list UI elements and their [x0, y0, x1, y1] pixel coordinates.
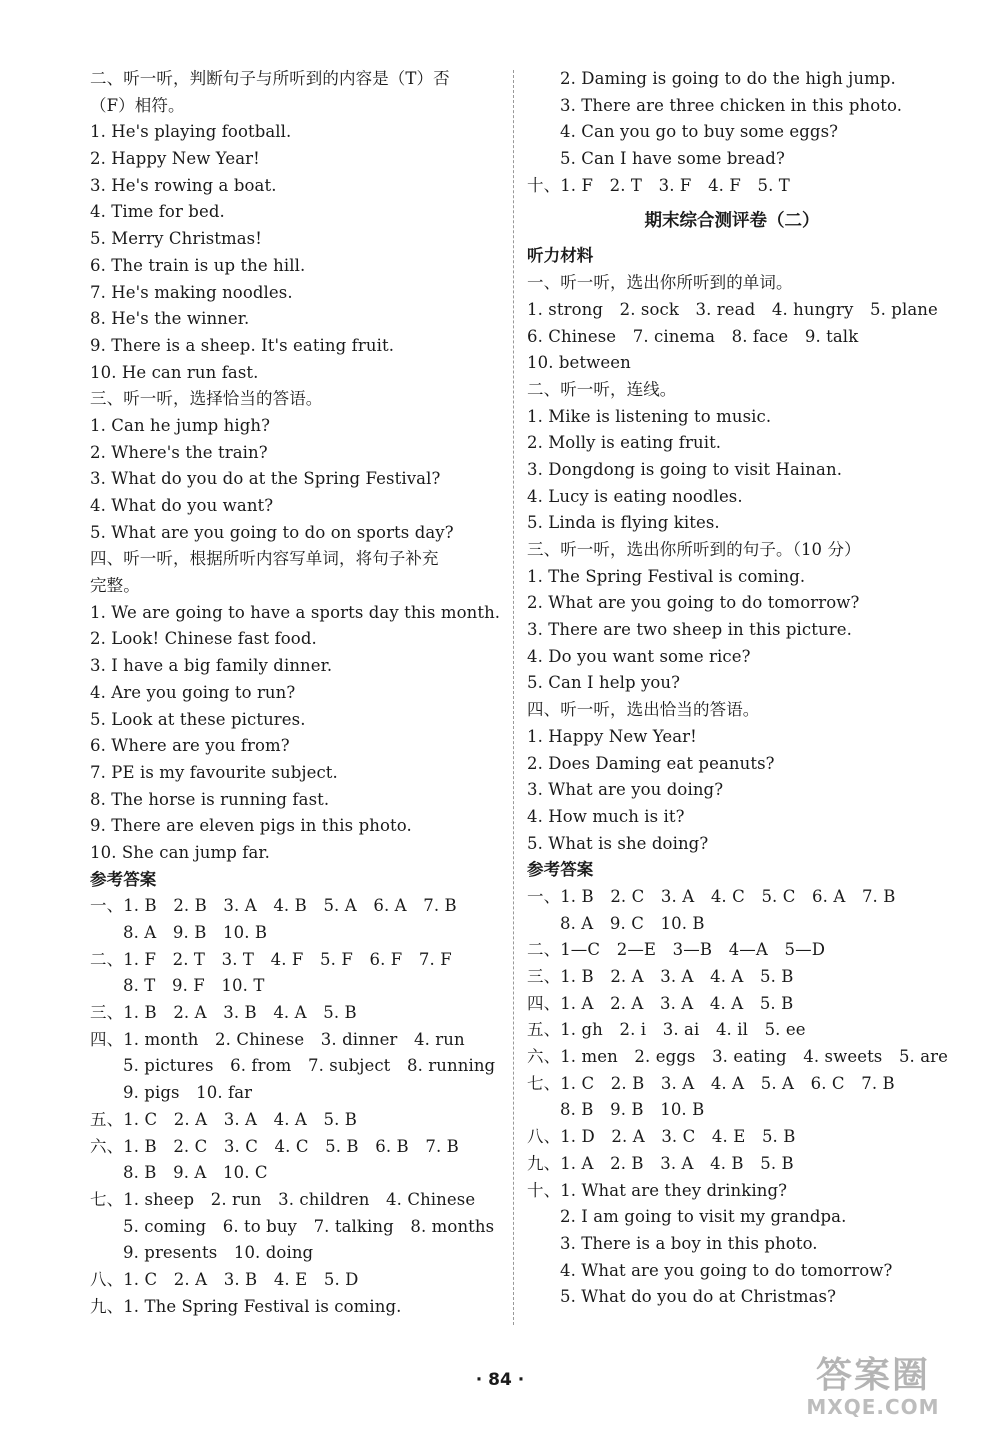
answer-line: 8. A 9. C 10. B: [560, 913, 705, 933]
answer-line: 十、1. What are they drinking?: [527, 1180, 788, 1200]
answer-line: 8. T 9. F 10. T: [123, 976, 265, 996]
answer-line: 十、1. F 2. T 3. F 4. F 5. T: [527, 175, 790, 195]
column-divider: [513, 70, 514, 1325]
test-title: 期末综合测评卷（二）: [644, 211, 820, 232]
listening-line: 8. He's the winner.: [90, 309, 250, 329]
listening-line: 3. He's rowing a boat.: [90, 175, 277, 195]
answer-line: 5. pictures 6. from 7. subject 8. running: [123, 1056, 496, 1076]
answer-line: 七、1. sheep 2. run 3. children 4. Chinese: [90, 1189, 476, 1209]
listening-line: 7. PE is my favourite subject.: [90, 762, 338, 782]
answer-line: 二、1—C 2—E 3—B 4—A 5—D: [527, 940, 826, 960]
answer-line: 四、1. A 2. A 3. A 4. A 5. B: [527, 993, 794, 1013]
section-heading: 二、听一听，判断句子与所听到的内容是（T）否: [90, 69, 450, 88]
watermark-logo: [758, 1351, 988, 1423]
listening-line: 2. What are you going to do tomorrow?: [527, 593, 860, 613]
listening-line: 4. Do you want some rice?: [527, 646, 751, 666]
page-number: · 84 ·: [475, 1370, 525, 1390]
answer-line: 六、1. men 2. eggs 3. eating 4. sweets 5. are: [527, 1047, 949, 1067]
listening-line: 4. How much is it?: [527, 806, 685, 826]
listening-line: 4. Are you going to run?: [90, 682, 296, 702]
listening-material-heading: 听力材料: [527, 246, 594, 266]
listening-line: 1. He's playing football.: [90, 122, 292, 142]
listening-line: 4. What do you want?: [90, 496, 274, 515]
listening-line: 4. Lucy is eating noodles.: [527, 486, 743, 506]
answer-line: 一、1. B 2. B 3. A 4. B 5. A 6. A 7. B: [90, 896, 457, 916]
answer-line: 8. B 9. B 10. B: [560, 1100, 705, 1120]
answer-line: 4. What are you going to do tomorrow?: [560, 1260, 893, 1280]
right-column: [527, 66, 949, 1311]
listening-line: 1. Happy New Year!: [527, 726, 697, 746]
listening-line: 10. She can jump far.: [90, 842, 270, 862]
listening-line: 3. I have a big family dinner.: [90, 656, 333, 676]
section-heading: 二、听一听，连线。: [527, 379, 677, 399]
answer-line: 2. Daming is going to do the high jump.: [560, 69, 896, 88]
left-column: [90, 66, 501, 1320]
listening-line: 1. Can he jump high?: [90, 415, 271, 435]
listening-line: 2. Happy New Year!: [90, 149, 260, 169]
answer-line: 8. B 9. A 10. C: [123, 1163, 268, 1183]
answer-line: 3. There are three chicken in this photo.: [560, 95, 903, 115]
answer-line: 9. pigs 10. far: [123, 1083, 253, 1103]
listening-line: 1. We are going to have a sports day this month.: [90, 602, 501, 622]
answer-line: 四、1. month 2. Chinese 3. dinner 4. run: [90, 1029, 465, 1049]
section-heading: 三、听一听，选择恰当的答语。: [90, 389, 323, 409]
answer-key-heading: 参考答案: [527, 860, 594, 880]
listening-line: 1. The Spring Festival is coming.: [527, 566, 806, 586]
answer-line: 七、1. C 2. B 3. A 4. A 5. A 6. C 7. B: [527, 1073, 895, 1093]
answer-line: 六、1. B 2. C 3. C 4. C 5. B 6. B 7. B: [90, 1136, 459, 1156]
listening-line: 3. What do you do at the Spring Festival?: [90, 469, 441, 489]
answer-line: 九、1. A 2. B 3. A 4. B 5. B: [527, 1153, 794, 1173]
answer-line: 三、1. B 2. A 3. A 4. A 5. B: [527, 967, 794, 986]
listening-line: 4. Time for bed.: [90, 202, 225, 222]
answer-line: 8. A 9. B 10. B: [123, 923, 268, 942]
answer-line: 三、1. B 2. A 3. B 4. A 5. B: [90, 1003, 357, 1023]
answer-line: 5. Can I have some bread?: [560, 149, 785, 169]
answer-key-heading: 参考答案: [90, 869, 157, 889]
answer-line: 5. coming 6. to buy 7. talking 8. months: [123, 1216, 495, 1236]
watermark-text: 答案圈: [815, 1355, 930, 1396]
listening-line: 5. Can I help you?: [527, 673, 681, 693]
answer-line: 3. There is a boy in this photo.: [560, 1233, 818, 1253]
section-heading: 一、听一听，选出你所听到的单词。: [527, 273, 793, 293]
answer-line: 八、1. D 2. A 3. C 4. E 5. B: [527, 1127, 796, 1147]
listening-line: 5. What are you going to do on sports day?: [90, 522, 454, 542]
answer-line: 五、1. C 2. A 3. A 4. A 5. B: [90, 1109, 358, 1129]
watermark-url: MXQE.COM: [806, 1395, 940, 1419]
listening-line: 9. There is a sheep. It's eating fruit.: [90, 335, 395, 355]
answer-line: 4. Can you go to buy some eggs?: [560, 122, 839, 142]
listening-line: 6. The train is up the hill.: [90, 255, 306, 275]
answer-line: 2. I am going to visit my grandpa.: [560, 1207, 847, 1227]
listening-line: 3. Dongdong is going to visit Hainan.: [527, 459, 843, 479]
answer-line: 5. What do you do at Christmas?: [560, 1287, 837, 1307]
answer-line: 九、1. The Spring Festival is coming.: [90, 1296, 402, 1316]
listening-line: 9. There are eleven pigs in this photo.: [90, 816, 412, 836]
answer-line: 八、1. C 2. A 3. B 4. E 5. D: [90, 1269, 359, 1289]
section-heading: 完整。: [90, 576, 140, 596]
listening-line: 7. He's making noodles.: [90, 282, 293, 302]
section-heading: 四、听一听，选出恰当的答语。: [527, 700, 760, 720]
answer-line: 五、1. gh 2. i 3. ai 4. il 5. ee: [527, 1020, 806, 1040]
listening-line: 1. Mike is listening to music.: [527, 406, 772, 426]
section-heading: （F）相符。: [90, 95, 185, 115]
listening-line: 10. between: [527, 353, 631, 373]
listening-line: 5. What is she doing?: [527, 833, 709, 853]
listening-line: 2. Does Daming eat peanuts?: [527, 753, 775, 773]
listening-line: 5. Linda is flying kites.: [527, 513, 720, 533]
listening-line: 3. What are you doing?: [527, 780, 724, 800]
listening-line: 8. The horse is running fast.: [90, 789, 330, 809]
answer-line: 二、1. F 2. T 3. T 4. F 5. F 6. F 7. F: [90, 949, 452, 969]
listening-line: 6. Chinese 7. cinema 8. face 9. talk: [527, 326, 859, 346]
listening-line: 3. There are two sheep in this picture.: [527, 620, 852, 640]
answer-line: 9. presents 10. doing: [123, 1243, 314, 1263]
listening-line: 6. Where are you from?: [90, 736, 290, 756]
listening-line: 10. He can run fast.: [90, 362, 259, 382]
listening-line: 2. Look! Chinese fast food.: [90, 629, 317, 649]
section-heading: 三、听一听，选出你所听到的句子。（10 分）: [527, 540, 861, 559]
listening-line: 5. Look at these pictures.: [90, 709, 306, 729]
listening-line: 2. Molly is eating fruit.: [527, 433, 722, 453]
answer-line: 一、1. B 2. C 3. A 4. C 5. C 6. A 7. B: [527, 886, 896, 906]
section-heading: 四、听一听，根据所听内容写单词，将句子补充: [90, 549, 439, 569]
listening-line: 2. Where's the train?: [90, 442, 268, 462]
listening-line: 5. Merry Christmas!: [90, 229, 262, 249]
listening-line: 1. strong 2. sock 3. read 4. hungry 5. plane: [527, 299, 938, 319]
